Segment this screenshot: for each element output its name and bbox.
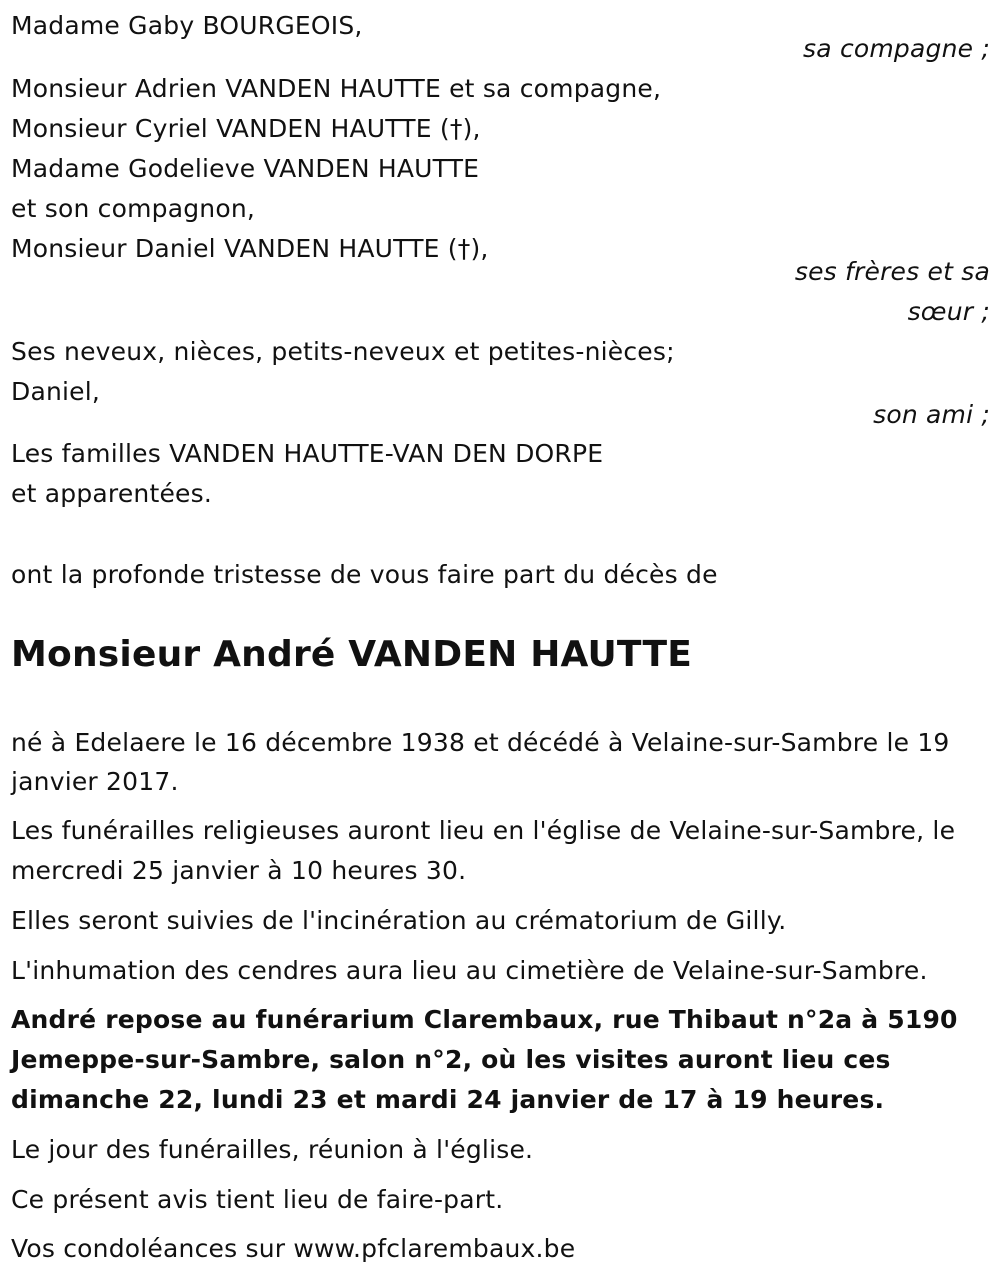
nephews-line: Ses neveux, nièces, petits-neveux et petites-nièces; <box>11 337 675 366</box>
families-line2: et apparentées. <box>11 479 212 508</box>
sibling-cyriel: Monsieur Cyriel VANDEN HAUTTE (†), <box>11 114 481 143</box>
notice-line: Ce présent avis tient lieu de faire-part. <box>11 1185 504 1214</box>
burial-line: L'inhumation des cendres aura lieu au cimetière de Velaine-sur-Sambre. <box>11 956 928 985</box>
cremation-line: Elles seront suivies de l'incinération au crématorium de Gilly. <box>11 906 787 935</box>
gathering-line: Le jour des funérailles, réunion à l'église. <box>11 1135 534 1164</box>
partner-role: sa compagne ; <box>803 34 990 63</box>
visitation-line1: André repose au funérarium Clarembaux, rue Thibaut n°2a à 5190 <box>11 1005 958 1034</box>
families-line1: Les familles VANDEN HAUTTE-VAN DEN DORPE <box>11 439 604 468</box>
visitation-line3: dimanche 22, lundi 23 et mardi 24 janvier de 17 à 19 heures. <box>11 1085 885 1114</box>
visitation-line2: Jemeppe-sur-Sambre, salon n°2, où les visites auront lieu ces <box>11 1045 891 1074</box>
funeral-line1: Les funérailles religieuses auront lieu en l'église de Velaine-sur-Sambre, le <box>11 816 956 845</box>
siblings-role-line2: sœur ; <box>907 297 990 326</box>
friend-name: Daniel, <box>11 377 101 406</box>
sibling-godelieve: Madame Godelieve VANDEN HAUTTE <box>11 154 480 183</box>
birth-death-line2: janvier 2017. <box>11 767 179 796</box>
sibling-adrien: Monsieur Adrien VANDEN HAUTTE et sa compagne, <box>11 74 662 103</box>
deceased-name: Monsieur André VANDEN HAUTTE <box>11 634 693 675</box>
sibling-godelieve-partner: et son compagnon, <box>11 194 256 223</box>
partner-name: Madame Gaby BOURGEOIS, <box>11 11 363 40</box>
funeral-line2: mercredi 25 janvier à 10 heures 30. <box>11 856 467 885</box>
condolences-line: Vos condoléances sur www.pfclarembaux.be <box>11 1234 576 1263</box>
sibling-daniel: Monsieur Daniel VANDEN HAUTTE (†), <box>11 234 489 263</box>
friend-role: son ami ; <box>873 400 990 429</box>
announcement-intro: ont la profonde tristesse de vous faire part du décès de <box>11 560 718 589</box>
birth-death-line1: né à Edelaere le 16 décembre 1938 et décédé à Velaine-sur-Sambre le 19 <box>11 728 950 757</box>
siblings-role-line1: ses frères et sa <box>794 257 990 286</box>
